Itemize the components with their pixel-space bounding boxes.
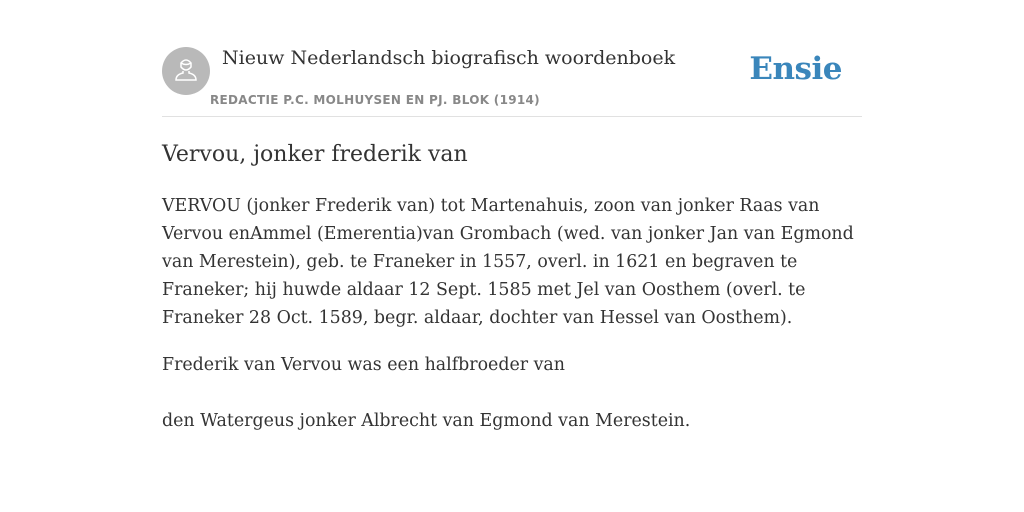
avatar[interactable]	[162, 47, 210, 95]
page-container	[162, 0, 862, 431]
entry-title: Vervou, jonker frederik van	[162, 142, 468, 167]
entry-paragraph: den Watergeus jonker Albrecht van Egmond van Merestein.	[162, 411, 691, 431]
book-editors: REDACTIE P.C. MOLHUYSEN EN PJ. BLOK (1914)	[210, 93, 540, 107]
entry-paragraph: Frederik van Vervou was een halfbroeder van	[162, 355, 565, 375]
book-header	[162, 0, 862, 117]
user-icon	[173, 55, 199, 87]
book-title[interactable]: Nieuw Nederlandsch biografisch woordenboek	[222, 47, 676, 69]
ensie-logo[interactable]: Ensie	[749, 51, 842, 87]
entry-paragraph: VERVOU (jonker Frederik van) tot Martenahuis, zoon van jonker Raas van Vervou enAmmel (Emerentia)van Grombach (wed. van jonker Jan van Egmond van Merestein), geb. te Franeker in 1557, overl. in 1621 en begraven te Franeker; hij huwde aldaar 12 Sept. 1585 met Jel van Oosthem (overl. te Franeker 28 Oct. 1589, begr. aldaar, dochter van Hessel van Oosthem).	[162, 196, 854, 328]
